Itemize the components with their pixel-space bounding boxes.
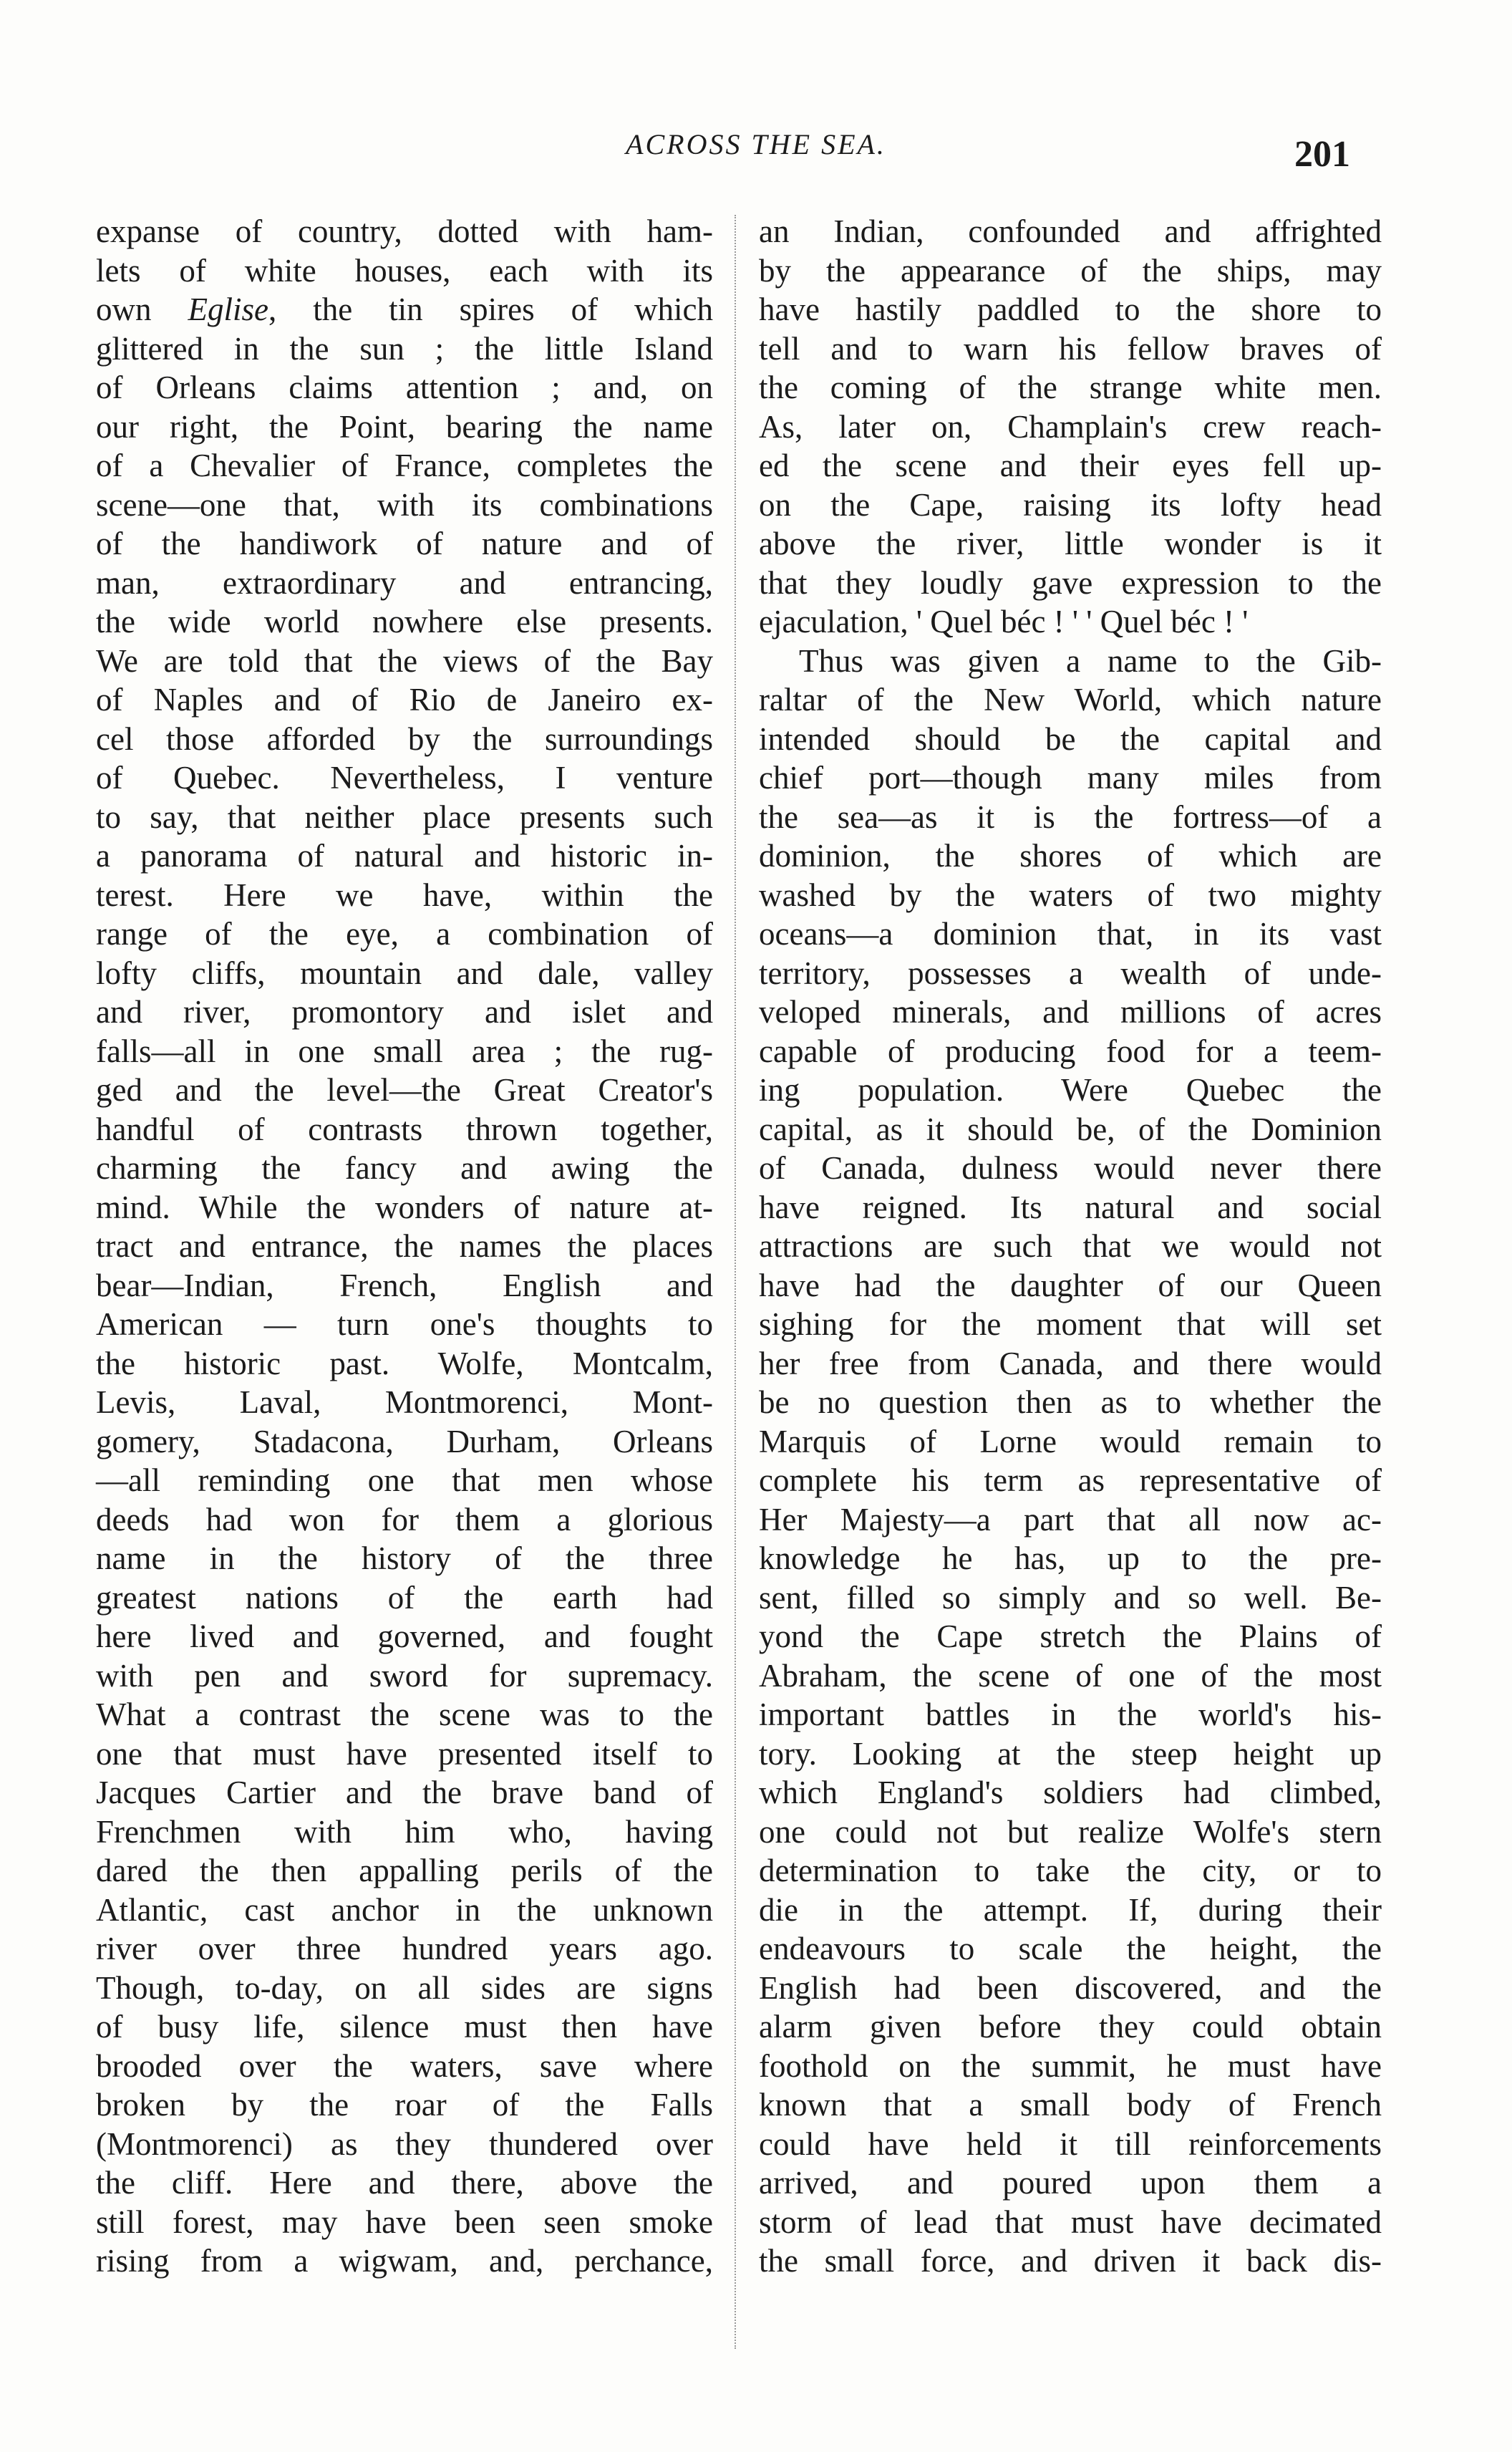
text-line: name in the history of the three [96, 1540, 713, 1576]
text-line: charming the fancy and awing the [96, 1150, 713, 1186]
text-line: the historic past. Wolfe, Montcalm, [96, 1345, 713, 1381]
text-line: of Naples and of Rio de Janeiro ex- [96, 682, 713, 718]
text-line: We are told that the views of the Bay [96, 642, 713, 679]
text-line: a panorama of natural and historic in- [96, 838, 713, 874]
text-line: What a contrast the scene was to the [96, 1696, 713, 1732]
text-line: her free from Canada, and there would [759, 1345, 1382, 1381]
text-line: important battles in the world's his- [759, 1696, 1382, 1732]
text-line: of Quebec. Nevertheless, I venture [96, 760, 713, 796]
text-line: have had the daughter of our Queen [759, 1267, 1382, 1303]
text-line: territory, possesses a wealth of unde- [759, 955, 1382, 991]
left-column [96, 212, 713, 2281]
text-line: raltar of the New World, which nature [759, 682, 1382, 718]
text-line: to say, that neither place presents such [96, 798, 713, 835]
text-line: greatest nations of the earth had [96, 1579, 713, 1616]
text-line: on the Cape, raising its lofty head [759, 486, 1382, 523]
text-line: Abraham, the scene of one of the most [759, 1657, 1382, 1694]
text-line: falls—all in one small area ; the rug- [96, 1033, 713, 1069]
text-line: river over three hundred years ago. [96, 1931, 713, 1966]
text-line: have hastily paddled to the shore to [759, 291, 1382, 327]
text-line: —all reminding one that men whose [96, 1462, 713, 1498]
text-line: dared the then appalling perils of the [96, 1853, 713, 1888]
text-line: determination to take the city, or to [759, 1853, 1382, 1888]
column-divider [735, 215, 736, 2349]
text-line: rising from a wigwam, and, perchance, [96, 2243, 713, 2279]
text-line: and river, promontory and islet and [96, 994, 713, 1030]
text-line: gomery, Stadacona, Durham, Orleans [96, 1423, 713, 1459]
text-line: English had been discovered, and the [759, 1969, 1382, 2006]
text-line: cel those afforded by the surroundings [96, 720, 713, 757]
text-line: (Montmorenci) as they thundered over [96, 2125, 713, 2162]
text-line: expanse of country, dotted with ham- [96, 213, 713, 249]
text-line: of busy life, silence must then have [96, 2009, 713, 2045]
text-line: Atlantic, cast anchor in the unknown [96, 1891, 713, 1928]
text-line: terest. Here we have, within the [96, 877, 713, 913]
text-line: the wide world nowhere else presents. [96, 604, 713, 639]
text-line: one that must have presented itself to [96, 1735, 713, 1772]
text-line: brooded over the waters, save where [96, 2047, 713, 2084]
text-line: glittered in the sun ; the little Island [96, 330, 713, 367]
page-number: 201 [1294, 134, 1350, 175]
text-line: Jacques Cartier and the brave band of [96, 1775, 713, 1810]
text-line: sent, filled so simply and so well. Be- [759, 1579, 1382, 1616]
text-line: lofty cliffs, mountain and dale, valley [96, 955, 713, 991]
text-line: handful of contrasts thrown together, [96, 1111, 713, 1147]
right-column [759, 212, 1382, 2281]
text-line: Though, to-day, on all sides are signs [96, 1969, 713, 2006]
text-line: ejaculation, ' Quel béc ! ' ' Quel béc ! ' [759, 604, 1249, 639]
text-line: the small force, and driven it back dis- [759, 2243, 1382, 2279]
text-line: tract and entrance, the names the places [96, 1228, 713, 1264]
text-line: As, later on, Champlain's crew reach- [759, 408, 1382, 445]
text-line: our right, the Point, bearing the name [96, 408, 713, 445]
text-line: could have held it till reinforcements [759, 2125, 1382, 2162]
text-line: which England's soldiers had climbed, [759, 1775, 1382, 1810]
text-line: by the appearance of the ships, may [759, 252, 1382, 289]
text-line: veloped minerals, and millions of acres [759, 994, 1382, 1030]
text-line: ing population. Were Quebec the [759, 1072, 1382, 1108]
text-line: attractions are such that we would not [759, 1228, 1382, 1264]
text-line: alarm given before they could obtain [759, 2009, 1382, 2045]
text-line: tory. Looking at the steep height up [759, 1735, 1382, 1772]
text-line: Levis, Laval, Montmorenci, Mont- [96, 1384, 713, 1420]
text-line: lets of white houses, each with its [96, 252, 713, 289]
text-line: with pen and sword for supremacy. [96, 1657, 713, 1694]
text-line: here lived and governed, and fought [96, 1618, 713, 1654]
text-line: scene—one that, with its combinations [96, 486, 713, 523]
text-line: tell and to warn his fellow braves of [759, 330, 1382, 367]
text-line: an Indian, confounded and affrighted [759, 213, 1382, 249]
text-line: bear—Indian, French, English and [96, 1267, 713, 1303]
text-line: chief port—though many miles from [759, 760, 1382, 796]
text-line: man, extraordinary and entrancing, [96, 564, 713, 601]
text-line: sighing for the moment that will set [759, 1306, 1382, 1342]
text-line: complete his term as representative of [759, 1462, 1382, 1498]
text-line: ged and the level—the Great Creator's [96, 1072, 713, 1108]
text-line: intended should be the capital and [759, 720, 1382, 757]
text-line: own Eglise, the tin spires of which [96, 291, 713, 327]
text-line: have reigned. Its natural and social [759, 1189, 1382, 1225]
text-line: Her Majesty—a part that all now ac- [759, 1501, 1382, 1538]
text-line: of the handiwork of nature and of [96, 526, 713, 561]
text-line: the cliff. Here and there, above the [96, 2165, 713, 2201]
text-line: oceans—a dominion that, in its vast [759, 916, 1382, 952]
text-line: knowledge he has, up to the pre- [759, 1540, 1382, 1576]
text-line: of a Chevalier of France, completes the [96, 448, 713, 483]
text-line: the coming of the strange white men. [759, 370, 1382, 405]
text-line: of Canada, dulness would never there [759, 1150, 1382, 1186]
text-line: Frenchmen with him who, having [96, 1813, 713, 1850]
text-line: Thus was given a name to the Gib- [799, 642, 1382, 679]
text-line: American — turn one's thoughts to [96, 1306, 713, 1342]
text-line: washed by the waters of two mighty [759, 877, 1382, 913]
text-line: be no question then as to whether the [759, 1384, 1382, 1420]
text-line: deeds had won for them a glorious [96, 1501, 713, 1538]
text-line: ed the scene and their eyes fell up- [759, 448, 1382, 483]
text-line: above the river, little wonder is it [759, 526, 1382, 561]
text-line: endeavours to scale the height, the [759, 1931, 1382, 1966]
text-line: range of the eye, a combination of [96, 916, 713, 952]
text-line: mind. While the wonders of nature at- [96, 1189, 713, 1225]
text-line: known that a small body of French [759, 2087, 1382, 2123]
text-line: arrived, and poured upon them a [759, 2165, 1382, 2201]
text-line: of Orleans claims attention ; and, on [96, 370, 713, 405]
text-line: capital, as it should be, of the Dominion [759, 1111, 1382, 1147]
text-line: foothold on the summit, he must have [759, 2047, 1382, 2084]
running-head: ACROSS THE SEA. [626, 128, 886, 160]
text-line: dominion, the shores of which are [759, 838, 1382, 874]
text-line: storm of lead that must have decimated [759, 2204, 1382, 2240]
text-line: still forest, may have been seen smoke [96, 2204, 713, 2240]
text-line: broken by the roar of the Falls [96, 2087, 713, 2123]
text-line: the sea—as it is the fortress—of a [759, 798, 1382, 835]
text-line: that they loudly gave expression to the [759, 564, 1382, 601]
text-line: one could not but realize Wolfe's stern [759, 1813, 1382, 1850]
text-line: yond the Cape stretch the Plains of [759, 1618, 1382, 1654]
text-line: die in the attempt. If, during their [759, 1891, 1382, 1928]
text-line: Marquis of Lorne would remain to [759, 1423, 1382, 1459]
text-line: capable of producing food for a teem- [759, 1033, 1382, 1069]
